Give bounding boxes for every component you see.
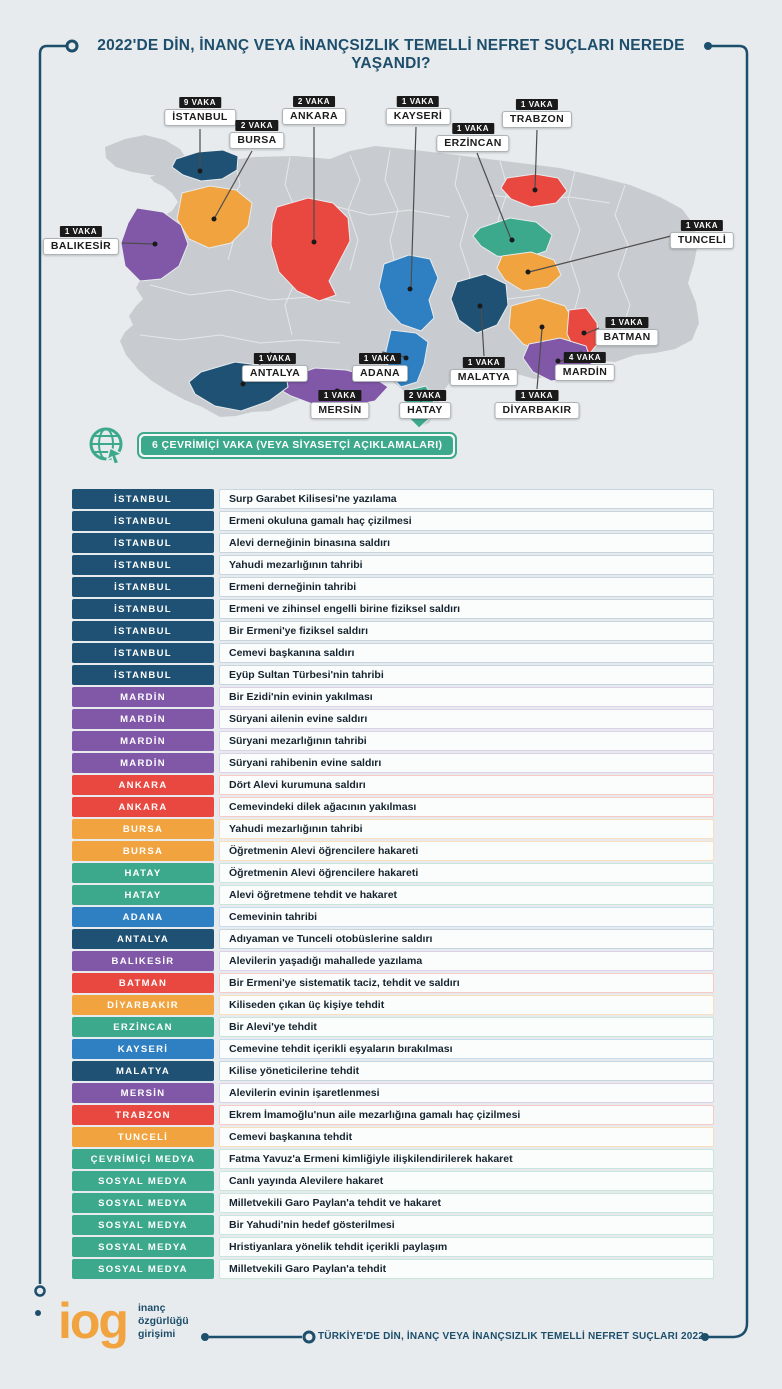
map-pin-mardin	[555, 352, 615, 381]
table-row	[72, 731, 714, 751]
online-cases-text: 6 ÇEVRİMİÇİ VAKA (VEYA SİYASETÇİ AÇIKLAMALARI)	[141, 436, 453, 455]
row-incident-text: Öğretmenin Alevi öğrencilere hakareti	[219, 841, 714, 861]
table-row	[72, 1171, 714, 1191]
row-incident-text: Süryani ailenin evine saldırı	[219, 709, 714, 729]
table-row	[72, 665, 714, 685]
row-city-label: ANKARA	[72, 797, 214, 817]
title-left-circle-icon	[67, 41, 77, 51]
table-row	[72, 1061, 714, 1081]
map-pin-trabzon	[502, 99, 572, 128]
row-incident-text: Alevilerin yaşadığı mahallede yazılama	[219, 951, 714, 971]
table-row	[72, 819, 714, 839]
table-row	[72, 797, 714, 817]
row-incident-text: Süryani rahibenin evine saldırı	[219, 753, 714, 773]
table-row	[72, 973, 714, 993]
row-incident-text: Kiliseden çıkan üç kişiye tehdit	[219, 995, 714, 1015]
row-incident-text: Bir Ermeni'ye sistematik taciz, tehdit ve saldırı	[219, 973, 714, 993]
table-row	[72, 995, 714, 1015]
case-count-badge: 9 VAKA	[179, 97, 221, 108]
table-row	[72, 1193, 714, 1213]
row-incident-text: Milletvekili Garo Paylan'a tehdit	[219, 1259, 714, 1279]
table-row	[72, 511, 714, 531]
row-city-label: MARDİN	[72, 753, 214, 773]
table-row	[72, 1237, 714, 1257]
incident-table	[72, 489, 714, 1279]
row-incident-text: Süryani mezarlığının tahribi	[219, 731, 714, 751]
row-incident-text: Bir Ezidi'nin evinin yakılması	[219, 687, 714, 707]
row-city-label: TRABZON	[72, 1105, 214, 1125]
iog-logo-caption: inanç özgürlüğü girişimi	[137, 1301, 189, 1340]
map-pin-antalya	[242, 353, 308, 382]
row-city-label: İSTANBUL	[72, 533, 214, 553]
row-incident-text: Ermeni derneğinin tahribi	[219, 577, 714, 597]
case-count-badge: 2 VAKA	[236, 120, 278, 131]
map-pin-tunceli	[670, 220, 734, 249]
map-pin-hatay	[399, 390, 451, 419]
row-city-label: DİYARBAKIR	[72, 995, 214, 1015]
map-pin-adana	[352, 353, 408, 382]
table-row	[72, 555, 714, 575]
row-incident-text: Bir Alevi'ye tehdit	[219, 1017, 714, 1037]
case-count-badge: 1 VAKA	[60, 226, 102, 237]
row-incident-text: Canlı yayında Alevilere hakaret	[219, 1171, 714, 1191]
case-count-badge: 1 VAKA	[516, 99, 558, 110]
row-city-label: İSTANBUL	[72, 621, 214, 641]
case-count-badge: 1 VAKA	[319, 390, 361, 401]
map-pin-bursa	[229, 120, 284, 149]
city-label: MARDİN	[555, 364, 615, 381]
row-city-label: SOSYAL MEDYA	[72, 1193, 214, 1213]
city-label: BALIKESİR	[43, 238, 119, 255]
row-city-label: İSTANBUL	[72, 643, 214, 663]
row-incident-text: Hristiyanlara yönelik tehdit içerikli paylaşım	[219, 1237, 714, 1257]
row-city-label: BALIKESİR	[72, 951, 214, 971]
table-row	[72, 1259, 714, 1279]
row-incident-text: Yahudi mezarlığının tahribi	[219, 819, 714, 839]
city-label: HATAY	[399, 402, 451, 419]
row-city-label: İSTANBUL	[72, 665, 214, 685]
table-row	[72, 1215, 714, 1235]
table-row	[72, 489, 714, 509]
table-row	[72, 775, 714, 795]
row-city-label: BURSA	[72, 819, 214, 839]
row-city-label: SOSYAL MEDYA	[72, 1259, 214, 1279]
online-cases-pill	[137, 432, 457, 459]
map-pin-balikesir	[43, 226, 119, 255]
city-label: TRABZON	[502, 111, 572, 128]
row-city-label: KAYSERİ	[72, 1039, 214, 1059]
row-city-label: MARDİN	[72, 687, 214, 707]
case-count-badge: 1 VAKA	[681, 220, 723, 231]
row-city-label: MARDİN	[72, 731, 214, 751]
row-incident-text: Eyüp Sultan Türbesi'nin tahribi	[219, 665, 714, 685]
row-city-label: ANKARA	[72, 775, 214, 795]
table-row	[72, 1127, 714, 1147]
map-pin-ankara	[282, 96, 346, 125]
row-city-label: İSTANBUL	[72, 555, 214, 575]
row-incident-text: Cemevinin tahribi	[219, 907, 714, 927]
row-incident-text: Adıyaman ve Tunceli otobüslerine saldırı	[219, 929, 714, 949]
row-city-label: SOSYAL MEDYA	[72, 1215, 214, 1235]
row-city-label: İSTANBUL	[72, 599, 214, 619]
table-row	[72, 577, 714, 597]
iog-logo	[58, 1293, 189, 1349]
case-count-badge: 1 VAKA	[359, 353, 401, 364]
city-label: MALATYA	[450, 369, 518, 386]
row-incident-text: Ermeni okuluna gamalı haç çizilmesi	[219, 511, 714, 531]
city-label: ANKARA	[282, 108, 346, 125]
row-city-label: TUNCELİ	[72, 1127, 214, 1147]
row-city-label: SOSYAL MEDYA	[72, 1171, 214, 1191]
case-count-badge: 1 VAKA	[606, 317, 648, 328]
city-label: BURSA	[229, 132, 284, 149]
table-row	[72, 951, 714, 971]
footer-banner: TÜRKİYE'DE DİN, İNANÇ VEYA İNANÇSIZLIK TEMELLİ NEFRET SUÇLARI 2022	[318, 1331, 704, 1342]
row-incident-text: Alevilerin evinin işaretlenmesi	[219, 1083, 714, 1103]
row-city-label: İSTANBUL	[72, 511, 214, 531]
case-count-badge: 4 VAKA	[564, 352, 606, 363]
row-incident-text: Milletvekili Garo Paylan'a tehdit ve hakaret	[219, 1193, 714, 1213]
map-pin-batman	[595, 317, 658, 346]
case-count-badge: 2 VAKA	[293, 96, 335, 107]
city-label: MERSİN	[310, 402, 369, 419]
table-row	[72, 599, 714, 619]
row-incident-text: Bir Ermeni'ye fiziksel saldırı	[219, 621, 714, 641]
table-row	[72, 1083, 714, 1103]
row-city-label: MALATYA	[72, 1061, 214, 1081]
table-row	[72, 753, 714, 773]
left-line-end-circle-icon	[36, 1287, 45, 1296]
map-pin-mersin	[310, 390, 369, 419]
table-row	[72, 643, 714, 663]
case-count-badge: 1 VAKA	[452, 123, 494, 134]
city-label: ANTALYA	[242, 365, 308, 382]
table-row	[72, 1149, 714, 1169]
row-incident-text: Cemevindeki dilek ağacının yakılması	[219, 797, 714, 817]
row-city-label: HATAY	[72, 863, 214, 883]
row-incident-text: Bir Yahudi'nin hedef gösterilmesi	[219, 1215, 714, 1235]
city-label: ERZİNCAN	[436, 135, 509, 152]
row-incident-text: Surp Garabet Kilisesi'ne yazılama	[219, 489, 714, 509]
map-pin-kayseri	[386, 96, 451, 125]
case-count-badge: 1 VAKA	[254, 353, 296, 364]
city-label: KAYSERİ	[386, 108, 451, 125]
row-incident-text: Alevi derneğinin binasına saldırı	[219, 533, 714, 553]
row-city-label: BATMAN	[72, 973, 214, 993]
row-city-label: ÇEVRİMİÇİ MEDYA	[72, 1149, 214, 1169]
table-row	[72, 1039, 714, 1059]
row-incident-text: Ekrem İmamoğlu'nun aile mezarlığına gamalı haç çizilmesi	[219, 1105, 714, 1125]
table-row	[72, 885, 714, 905]
table-row	[72, 621, 714, 641]
row-incident-text: Yahudi mezarlığının tahribi	[219, 555, 714, 575]
row-incident-text: Cemevi başkanına tehdit	[219, 1127, 714, 1147]
city-label: İSTANBUL	[164, 109, 236, 126]
turkey-map	[30, 85, 752, 430]
table-row	[72, 841, 714, 861]
row-city-label: ANTALYA	[72, 929, 214, 949]
table-row	[72, 929, 714, 949]
table-row	[72, 1105, 714, 1125]
table-row	[72, 533, 714, 553]
row-incident-text: Öğretmenin Alevi öğrencilere hakareti	[219, 863, 714, 883]
row-city-label: İSTANBUL	[72, 577, 214, 597]
row-incident-text: Kilise yöneticilerine tehdit	[219, 1061, 714, 1081]
row-city-label: MARDİN	[72, 709, 214, 729]
row-city-label: HATAY	[72, 885, 214, 905]
row-incident-text: Dört Alevi kurumuna saldırı	[219, 775, 714, 795]
row-incident-text: Ermeni ve zihinsel engelli birine fiziksel saldırı	[219, 599, 714, 619]
table-row	[72, 863, 714, 883]
map-pin-diyarbakir	[495, 390, 580, 419]
row-incident-text: Cemevi başkanına saldırı	[219, 643, 714, 663]
row-city-label: ADANA	[72, 907, 214, 927]
online-cases-badge	[86, 424, 457, 466]
case-count-badge: 2 VAKA	[404, 390, 446, 401]
city-label: ADANA	[352, 365, 408, 382]
table-row	[72, 907, 714, 927]
globe-cursor-icon	[86, 424, 128, 466]
banner-circle-icon	[304, 1332, 314, 1342]
row-incident-text: Fatma Yavuz'a Ermeni kimliğiyle ilişkilendirilerek hakaret	[219, 1149, 714, 1169]
row-city-label: ERZİNCAN	[72, 1017, 214, 1037]
table-row	[72, 687, 714, 707]
map-pin-erzincan	[436, 123, 509, 152]
row-city-label: BURSA	[72, 841, 214, 861]
city-label: DİYARBAKIR	[495, 402, 580, 419]
table-row	[72, 709, 714, 729]
city-label: BATMAN	[595, 329, 658, 346]
map-pin-istanbul	[164, 97, 236, 126]
table-row	[72, 1017, 714, 1037]
row-incident-text: Alevi öğretmene tehdit ve hakaret	[219, 885, 714, 905]
row-city-label: MERSİN	[72, 1083, 214, 1103]
case-count-badge: 1 VAKA	[516, 390, 558, 401]
case-count-badge: 1 VAKA	[463, 357, 505, 368]
iog-logo-text: iog	[58, 1293, 127, 1349]
city-label: TUNCELİ	[670, 232, 734, 249]
map-pin-malatya	[450, 357, 518, 386]
case-count-badge: 1 VAKA	[397, 96, 439, 107]
row-incident-text: Cemevine tehdit içerikli eşyaların bırakılması	[219, 1039, 714, 1059]
page-title: 2022'DE DİN, İNANÇ VEYA İNANÇSIZLIK TEMELLİ NEFRET SUÇLARI NEREDE YAŞANDI?	[97, 37, 685, 72]
title-right-dot-icon	[704, 42, 712, 50]
row-city-label: İSTANBUL	[72, 489, 214, 509]
row-city-label: SOSYAL MEDYA	[72, 1237, 214, 1257]
